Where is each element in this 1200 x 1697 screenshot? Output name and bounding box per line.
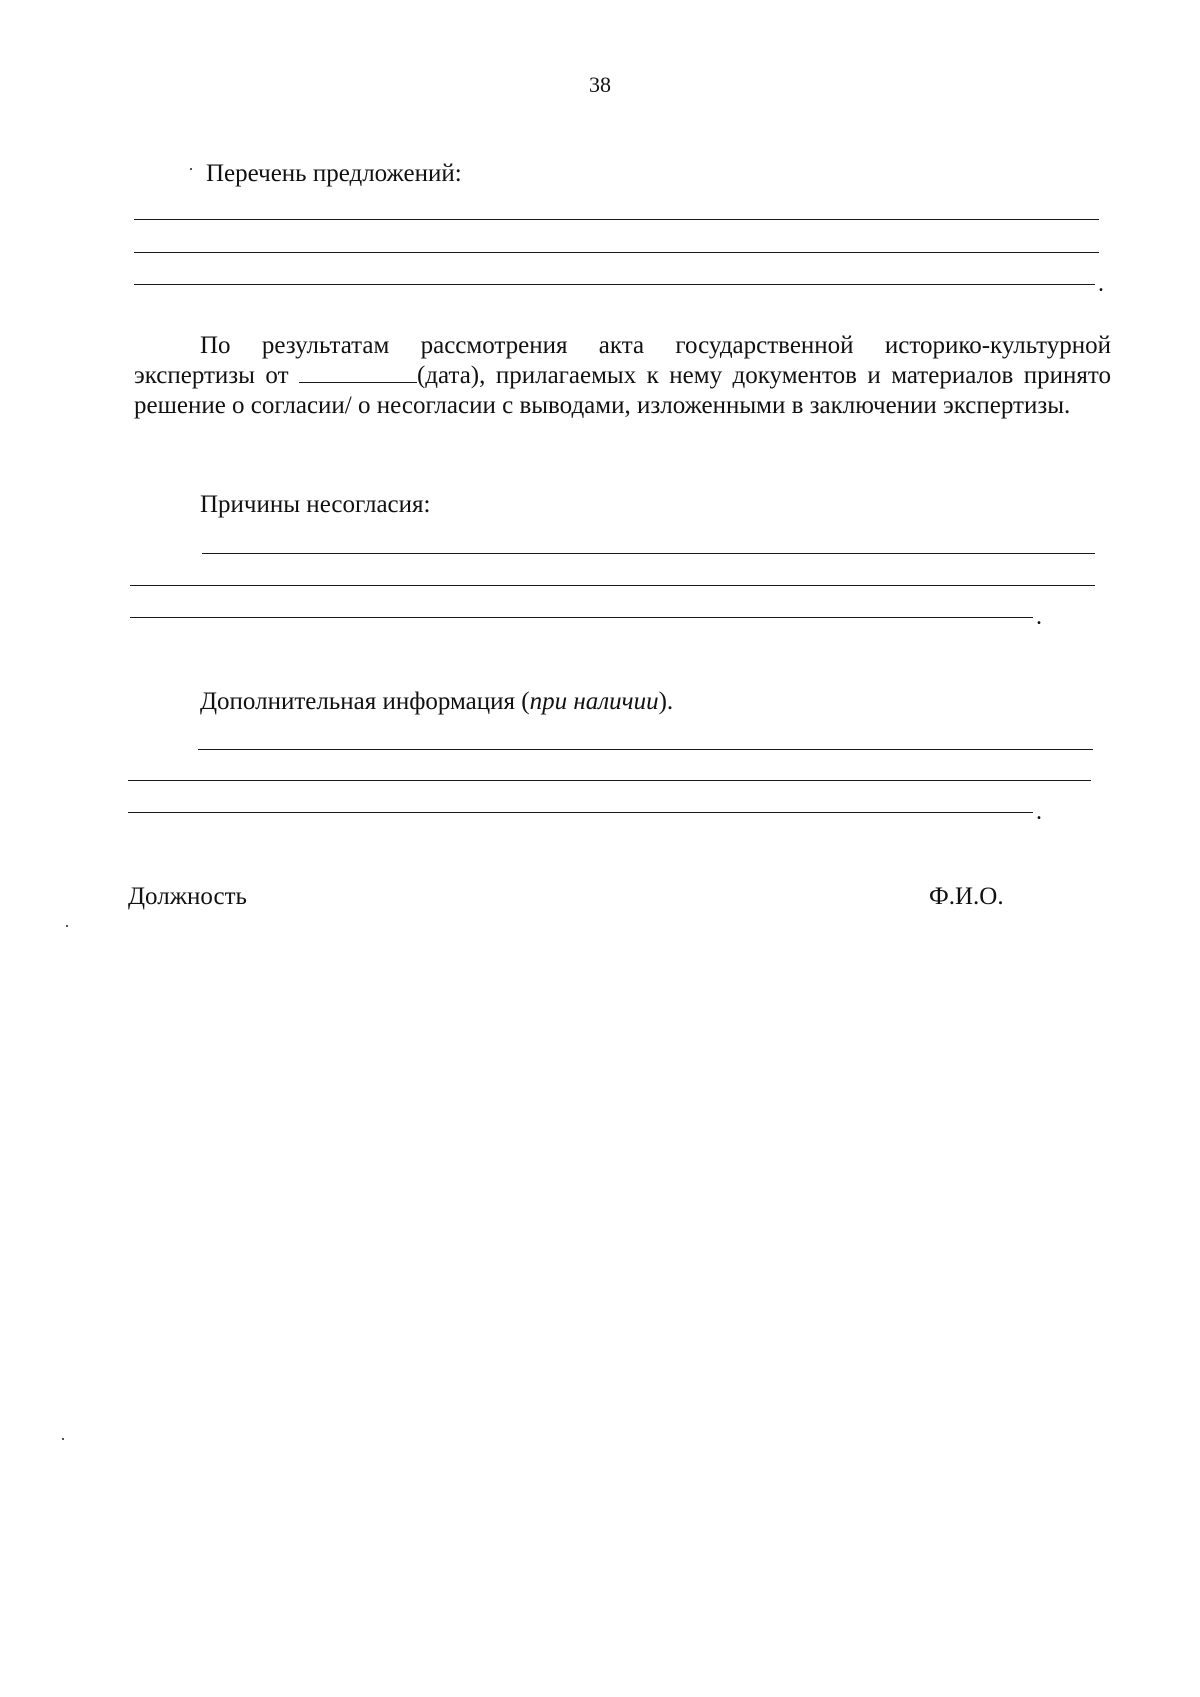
additional-heading-main: Дополнительная информация ( xyxy=(200,688,530,715)
additional-info-line-end-dot: . xyxy=(1036,799,1042,825)
additional-heading-italic: при наличии xyxy=(529,688,659,715)
additional-heading-end: ). xyxy=(658,688,674,715)
additional-info-fill-line xyxy=(128,812,1033,813)
proposals-fill-line xyxy=(134,219,1099,220)
additional-info-fill-line xyxy=(128,780,1091,781)
decision-paragraph xyxy=(134,331,1111,421)
proposals-fill-line xyxy=(134,284,1095,285)
scan-speck xyxy=(190,168,192,170)
disagreement-fill-line xyxy=(130,617,1033,618)
proposals-heading: Перечень предложений: xyxy=(206,160,462,187)
scan-speck xyxy=(62,1438,64,1440)
disagreement-heading: Причины несогласия: xyxy=(200,491,431,518)
proposals-line-end-dot: . xyxy=(1098,271,1104,297)
page-number: 38 xyxy=(589,72,611,97)
additional-info-fill-line xyxy=(198,749,1093,750)
paragraph-text-end: (дата), прилагаемых к нему документов и материалов принято решение о согласии/ о несогласии с выводами, изложенными в заключении экспертизы. xyxy=(134,362,1111,419)
scan-speck xyxy=(66,925,68,927)
proposals-fill-line xyxy=(134,252,1099,253)
position-label: Должность xyxy=(128,883,247,910)
full-name-label: Ф.И.О. xyxy=(929,883,1004,910)
date-blank-line xyxy=(299,362,417,383)
disagreement-fill-line xyxy=(202,553,1095,554)
disagreement-fill-line xyxy=(130,585,1095,586)
disagreement-line-end-dot: . xyxy=(1036,604,1042,630)
additional-info-heading xyxy=(200,688,673,716)
paragraph-text-start: По результатам рассмотрения акта государственной историко-культурной экспертизы от xyxy=(134,332,1111,389)
